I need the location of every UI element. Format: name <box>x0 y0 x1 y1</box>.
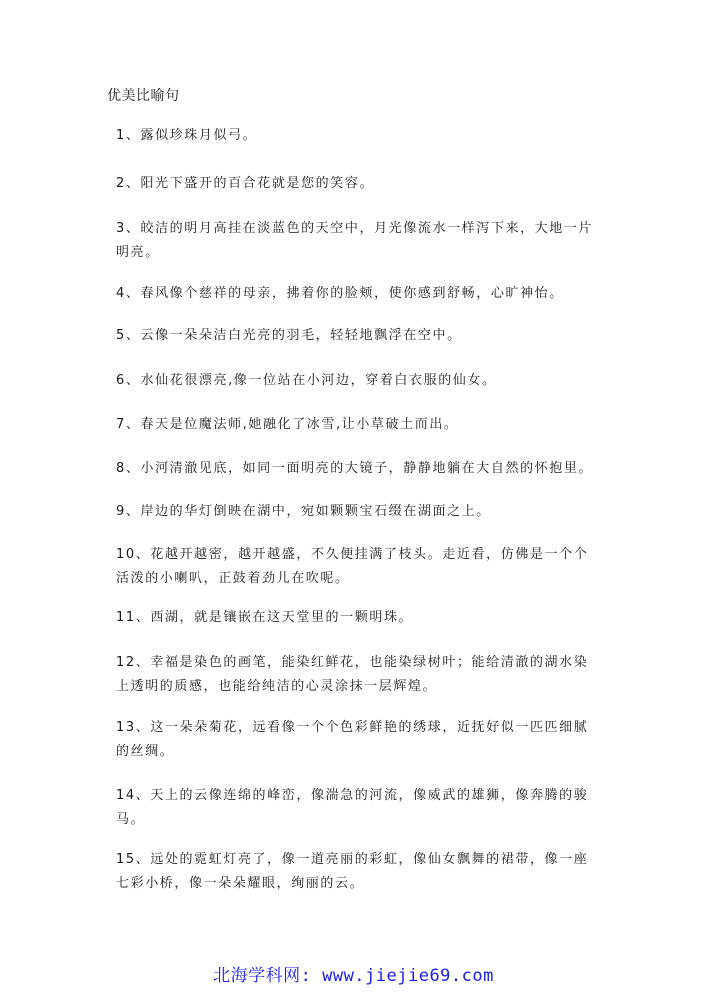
list-item: 10、花越开越密，越开越盛，不久便挂满了枝头。走近看，仿佛是一个个活泼的小喇叭，正鼓着劲儿在吹呢。 <box>116 547 589 586</box>
list-item: 14、天上的云像连绵的峰峦，像湍急的河流，像威武的雄狮，像奔腾的骏马。 <box>116 788 589 827</box>
list-item: 11、西湖，就是镶嵌在这天堂里的一颗明珠。 <box>116 610 414 625</box>
list-item: 6、水仙花很漂亮,像一位站在小河边，穿着白衣服的仙女。 <box>116 373 497 388</box>
list-item: 9、岸边的华灯倒映在湖中，宛如颗颗宝石缀在湖面之上。 <box>116 504 491 519</box>
list-item: 1、露似珍珠月似弓。 <box>116 128 258 143</box>
list-item: 12、幸福是染色的画笔，能染红鲜花，也能染绿树叶；能给清澈的湖水染上透明的质感，也能给纯洁的心灵涂抹一层辉煌。 <box>116 655 589 694</box>
list-item: 2、阳光下盛开的百合花就是您的笑容。 <box>116 176 375 191</box>
footer-link[interactable]: 北海学科网: www.jiejie69.com <box>213 966 494 986</box>
list-item: 13、这一朵朵菊花，远看像一个个色彩鲜艳的绣球，近抚好似一匹匹细腻的丝绸。 <box>116 720 589 759</box>
list-item: 15、远处的霓虹灯亮了，像一道亮丽的彩虹，像仙女飘舞的裙带，像一座七彩小桥，像一朵朵耀眼，绚丽的云。 <box>116 852 589 891</box>
list-item: 4、春风像个慈祥的母亲，拂着你的脸颊，使你感到舒畅，心旷神怡。 <box>116 286 564 301</box>
list-item: 7、春天是位魔法师,她融化了冰雪,让小草破土而出。 <box>116 417 459 432</box>
list-item: 5、云像一朵朵洁白光亮的羽毛，轻轻地飘浮在空中。 <box>116 328 462 343</box>
document-title: 优美比喻句 <box>107 88 180 104</box>
list-item: 8、小河清澈见底，如同一面明亮的大镜子，静静地躺在大自然的怀抱里。 <box>116 461 594 476</box>
list-item: 3、皎洁的明月高挂在淡蓝色的天空中，月光像流水一样泻下来，大地一片明亮。 <box>116 221 594 260</box>
